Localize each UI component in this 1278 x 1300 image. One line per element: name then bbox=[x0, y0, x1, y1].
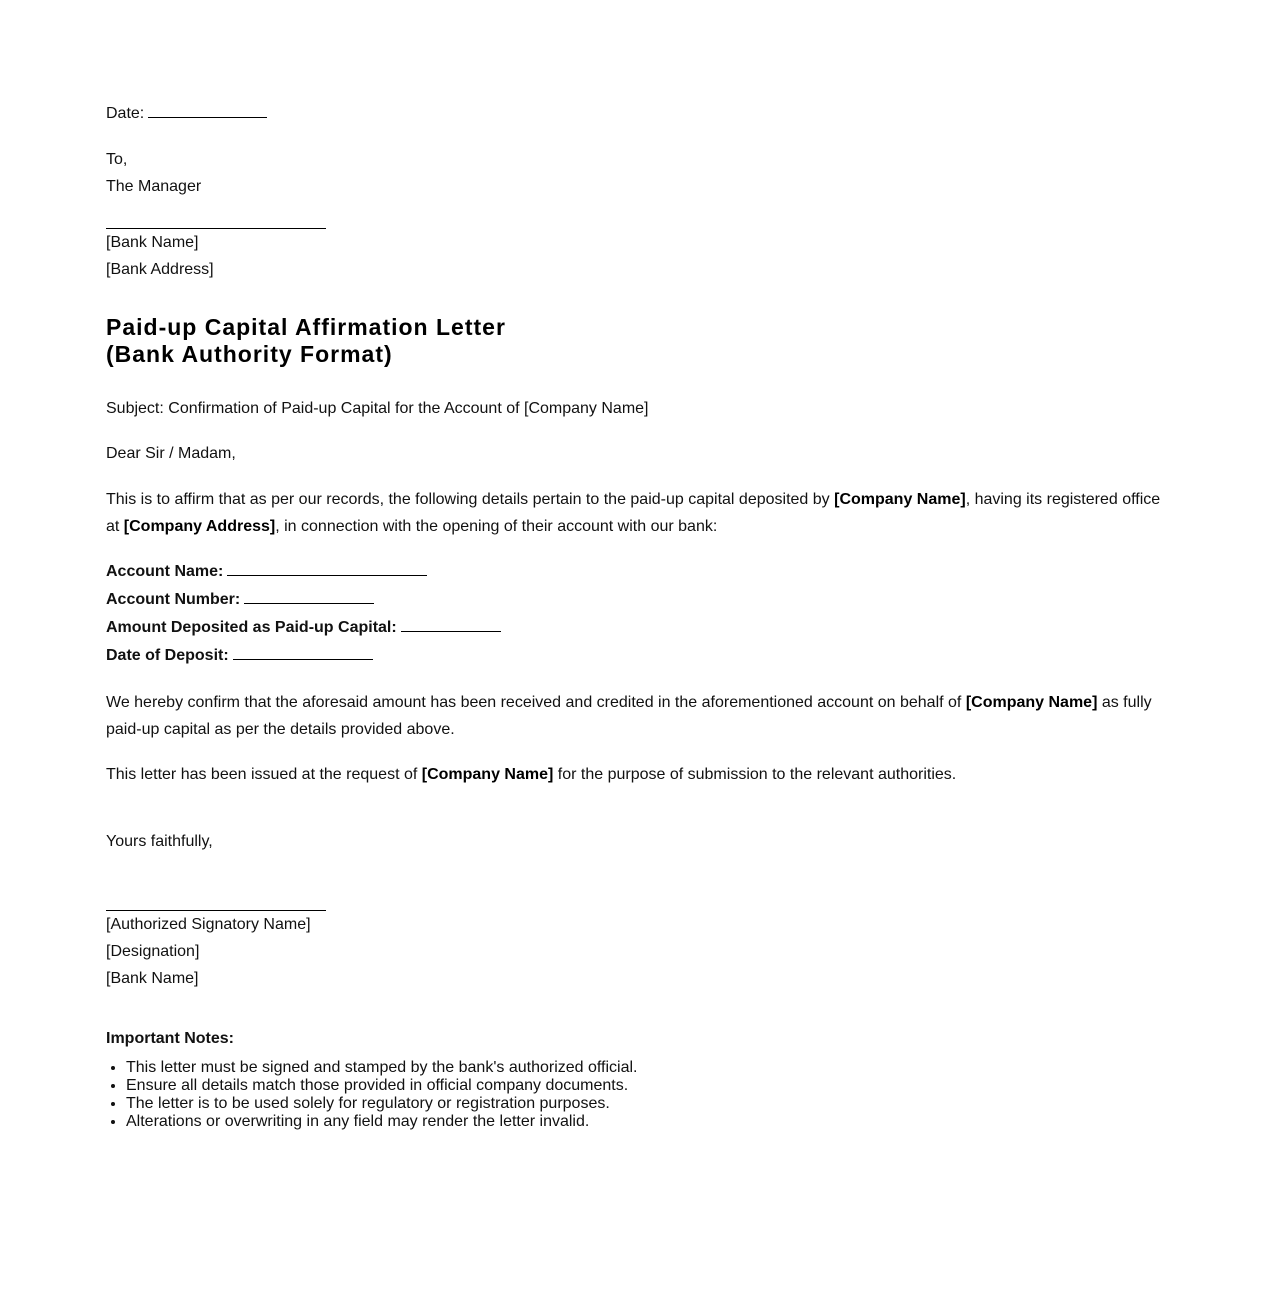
para1-text-2: , having its registered office at bbox=[106, 491, 1161, 535]
field-amount-deposited bbox=[106, 614, 501, 642]
to-label: To, bbox=[106, 151, 128, 168]
para1-company-name: [Company Name] bbox=[834, 491, 966, 508]
para3-company-name: [Company Name] bbox=[421, 766, 554, 783]
para3-text-2: for the purpose of submission to the relevant authorities. bbox=[553, 766, 957, 783]
field-blank bbox=[244, 589, 374, 604]
field-label: Account Number: bbox=[106, 591, 241, 608]
letter-title bbox=[106, 314, 506, 368]
recipient-title: The Manager bbox=[106, 178, 202, 195]
bank-block bbox=[106, 229, 214, 283]
field-blank bbox=[233, 645, 373, 660]
date-label: Date: bbox=[106, 105, 145, 122]
title-line-1: Paid-up Capital Affirmation Letter bbox=[106, 314, 506, 340]
salutation: Dear Sir / Madam, bbox=[106, 445, 236, 462]
bank-address: [Bank Address] bbox=[106, 261, 214, 278]
bank-name: [Bank Name] bbox=[106, 234, 199, 251]
recipient-block bbox=[106, 146, 201, 200]
notes-heading: Important Notes: bbox=[106, 1030, 234, 1047]
field-account-name bbox=[106, 558, 501, 586]
paragraph-confirmation bbox=[106, 689, 1176, 743]
signatory-designation: [Designation] bbox=[106, 943, 200, 960]
subject-line: Subject: Confirmation of Paid-up Capital for the Account of [Company Name] bbox=[106, 400, 649, 417]
field-label: Date of Deposit: bbox=[106, 647, 229, 664]
list-item: • This letter must be signed and stamped by the bank's authorized official. bbox=[126, 1059, 638, 1077]
date-line bbox=[106, 100, 267, 127]
para2-text-1: We hereby confirm that the aforesaid amount has been received and credited in the aforementioned account on behalf of bbox=[106, 694, 966, 711]
field-label: Account Name: bbox=[106, 563, 224, 580]
field-blank bbox=[227, 561, 427, 576]
paragraph-request bbox=[106, 761, 956, 788]
title-line-2: (Bank Authority Format) bbox=[106, 341, 393, 367]
para2-text-2: as fully paid-up capital as per the details provided above. bbox=[106, 694, 1152, 738]
date-blank bbox=[148, 103, 267, 118]
field-account-number bbox=[106, 586, 501, 614]
signatory-name: [Authorized Signatory Name] bbox=[106, 916, 311, 933]
field-blank bbox=[401, 617, 501, 632]
list-item: • The letter is to be used solely for regulatory or registration purposes. bbox=[126, 1095, 638, 1113]
account-fields bbox=[106, 558, 501, 670]
para1-text-1: This is to affirm that as per our records, the following details pertain to the paid-up capital deposited by bbox=[106, 491, 835, 508]
closing: Yours faithfully, bbox=[106, 833, 213, 850]
field-date-of-deposit bbox=[106, 642, 501, 670]
field-label: Amount Deposited as Paid-up Capital: bbox=[106, 619, 397, 636]
para3-text-1: This letter has been issued at the request of bbox=[106, 766, 422, 783]
signatory-bank: [Bank Name] bbox=[106, 970, 199, 987]
para1-company-address: [Company Address] bbox=[123, 518, 276, 535]
paragraph-affirmation bbox=[106, 486, 1176, 540]
list-item: • Alterations or overwriting in any field may render the letter invalid. bbox=[126, 1113, 638, 1131]
para1-text-3: , in connection with the opening of their account with our bank: bbox=[275, 518, 718, 535]
para2-company-name: [Company Name] bbox=[965, 694, 1098, 711]
list-item: • Ensure all details match those provided in official company documents. bbox=[126, 1077, 638, 1095]
signature-block bbox=[106, 911, 311, 992]
notes-list bbox=[106, 1059, 638, 1131]
